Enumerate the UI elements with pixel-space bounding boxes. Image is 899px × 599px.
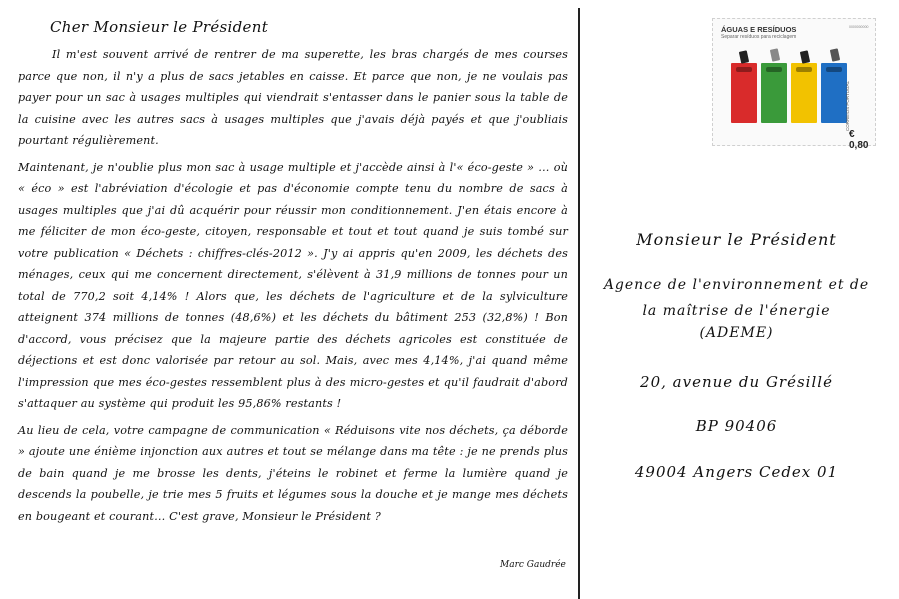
address-city: 49004 Angers Cedex 01 bbox=[634, 463, 839, 481]
letter-greeting: Cher Monsieur le Président bbox=[50, 18, 269, 36]
postcard-divider bbox=[578, 8, 580, 599]
letter-paragraph-3: Au lieu de cela, votre campagne de communication « Réduisons vite nos déchets, ça déborde » ajoute une énième injonction aux autres et tout se mélange dans ma tête : je ne prends plus de bain quand je me brosse les dents, j'éteins le robinet et ferme la lumière quand je descends la poubelle, je trie mes 5 fruits et légumes sous la douche et je mange mes déchets en bougeant et courant… C'est grave, Monsieur le Président ? bbox=[18, 423, 568, 523]
address-street: 20, avenue du Grésillé bbox=[640, 373, 833, 391]
waste-item-icon bbox=[770, 48, 780, 61]
address-organization-line-2: la maîtrise de l'énergie bbox=[642, 303, 831, 319]
green-bin-icon bbox=[761, 63, 787, 123]
letter-paragraph-1: Il m'est souvent arrivé de rentrer de ma superette, les bras chargés de mes courses parce que non, il n'y a plus de sacs jetables en caisse. Et parce que non, je ne voulais pas payer pour un sac à usages multiples qui viendrait s'entasser dans le panier sous la table de la cuisine avec les autres sacs à usages multiples que j'avais déjà payés et que j'oubliais pourtant régulièrement. bbox=[18, 48, 568, 147]
stamp-subtitle: Separar resíduos para reciclagem bbox=[721, 34, 797, 40]
waste-item-icon bbox=[800, 50, 810, 63]
address-recipient: Monsieur le Président bbox=[636, 230, 837, 249]
yellow-bin-icon bbox=[791, 63, 817, 123]
postage-stamp bbox=[712, 18, 876, 151]
letter-paragraph-2: Maintenant, je n'oublie plus mon sac à usage multiple et j'accède ainsi à l'« éco-geste » … où « éco » est l'abréviation d'écologie et pas d'économie compte tenu du nombre de sacs à usages multiples que j'ai dû acquérir pour réussir mon conditionnement. J'en étais encore à me féliciter de mon éco-geste, citoyen, responsable et tout et tout quand je suis tombé sur votre publication « Déchets : chiffres-clés-2012 ». J'y ai appris qu'en 2009, les déchets des ménages, ceux qui me concernent directement, s'élèvent à 31,9 millions de tonnes pour un total de 770,2 soit 4,14% ! Alors que, les déchets de l'agriculture et de la sylviculture atteignent 374 millions de tonnes (48,6%) et les déchets du bâtiment 253 (32,8%) ! Bon d'accord, vous précisez que la majeure partie des déchets agricoles est constituée de déjections et est donc valorisée par retour au sol. Mais, avec mes 4,14%, j'ai quand même l'impression que mes éco-gestes ressemblent plus à des micro-gestes et qu'il faudrait d'abord s'attaquer au système qui produit les 95,86% restants ! bbox=[18, 160, 568, 410]
red-bin-icon bbox=[731, 63, 757, 123]
stamp-serial: 0000000000 bbox=[849, 25, 869, 29]
address-po-box: BP 90406 bbox=[695, 417, 778, 435]
blue-bin-icon bbox=[821, 63, 847, 123]
letter-body bbox=[18, 18, 568, 532]
waste-item-icon bbox=[739, 50, 749, 63]
letter-signature: Marc Gaudrée bbox=[500, 560, 566, 570]
stamp-price: € 0,80 bbox=[849, 129, 869, 151]
address-organization-line-1: Agence de l'environnement et de bbox=[603, 277, 870, 293]
recipient-address bbox=[584, 230, 889, 481]
address-organization-acronym: (ADEME) bbox=[699, 325, 774, 341]
stamp-title: ÁGUAS E RESÍDUOS bbox=[721, 25, 797, 34]
stamp-country: CORREIOS PORTUGAL bbox=[845, 81, 850, 131]
waste-item-icon bbox=[830, 48, 840, 61]
